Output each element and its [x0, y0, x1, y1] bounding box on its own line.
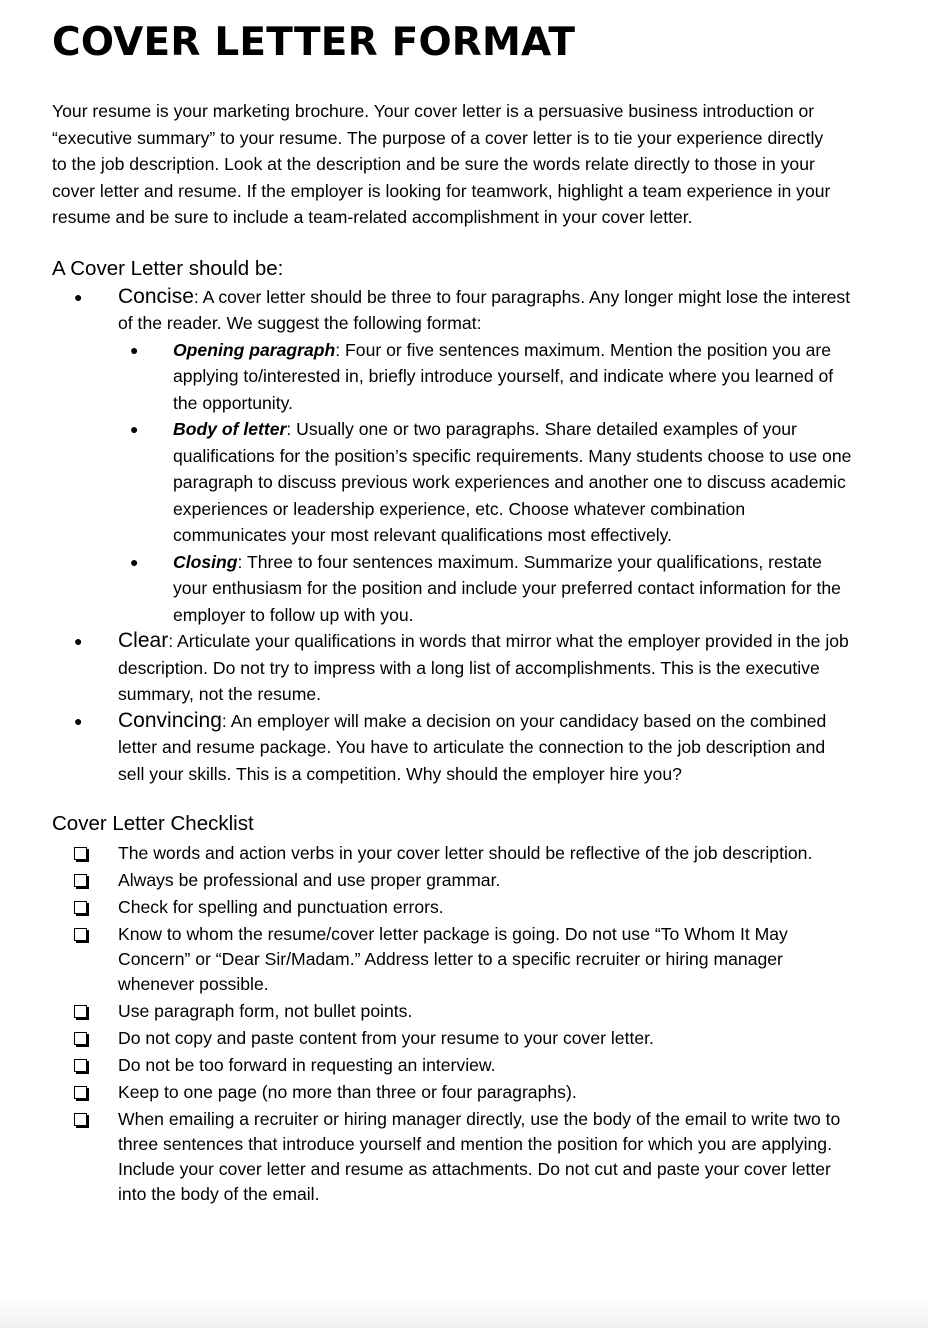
checklist-item-text: Know to whom the resume/cover letter package is going. Do not use “To Whom It May Concern” or “Dear Sir/Madam.” Address letter to a specific recruiter or hiring manager whenever possible.	[118, 924, 788, 994]
page-bottom-shadow	[0, 1298, 928, 1328]
quality-term: Concise	[118, 284, 194, 308]
checkbox-icon	[74, 1005, 87, 1018]
checkbox-icon	[74, 1086, 87, 1099]
checklist-item-text: Always be professional and use proper grammar.	[118, 870, 501, 890]
checklist-item-text: The words and action verbs in your cover letter should be reflective of the job description.	[118, 843, 813, 863]
checklist-item-text: Do not be too forward in requesting an interview.	[118, 1055, 496, 1075]
quality-term: Clear	[118, 629, 169, 652]
checklist	[52, 841, 852, 1207]
page-title: COVER LETTER FORMAT	[52, 20, 576, 65]
bullet-icon: ●	[74, 712, 83, 729]
bullet-icon: ●	[74, 633, 83, 649]
quality-item-convincing	[52, 708, 852, 788]
checklist-item-text: Keep to one page (no more than three or four paragraphs).	[118, 1082, 577, 1102]
checklist-item	[52, 1080, 852, 1105]
checklist-item	[52, 841, 852, 866]
checklist-item	[52, 895, 852, 920]
qualities-heading: A Cover Letter should be:	[52, 256, 284, 280]
bullet-icon: ●	[130, 421, 139, 437]
checkbox-icon	[74, 1032, 87, 1045]
checklist-item	[52, 1026, 852, 1051]
qualities-list	[52, 284, 852, 788]
checkbox-icon	[74, 928, 87, 941]
bullet-icon: ●	[74, 288, 83, 305]
checklist-item	[52, 1107, 852, 1207]
format-term: Closing	[173, 551, 238, 572]
checkbox-icon	[74, 847, 87, 860]
checklist-heading: Cover Letter Checklist	[52, 812, 254, 835]
checklist-item	[52, 922, 852, 997]
quality-item-clear	[52, 628, 852, 708]
format-text: : Three to four sentences maximum. Summarize your qualifications, restate your enthusiasm for the position and include your preferred contact information for the employer to follow up with you.	[173, 551, 841, 625]
format-text: : Usually one or two paragraphs. Share detailed examples of your qualifications for the position’s specific requirements. Many students choose to use one paragraph to discuss previous work experiences and another one to discuss academic experiences or leadership experience, etc. Choose whatever combination communicates your most relevant qualifications most effectively.	[173, 419, 852, 545]
checklist-item-text: Do not copy and paste content from your resume to your cover letter.	[118, 1028, 654, 1048]
checkbox-icon	[74, 901, 87, 914]
bullet-icon: ●	[130, 553, 139, 570]
quality-text: : An employer will make a decision on your candidacy based on the combined letter and resume package. You have to articulate the connection to the job description and sell your skills. This is a competition. Why should the employer hire you?	[118, 710, 827, 784]
format-item-opening	[118, 337, 852, 417]
checklist-item	[52, 1053, 852, 1078]
intro-paragraph: Your resume is your marketing brochure. Your cover letter is a persuasive business introduction or “executive summary” to your resume. The purpose of a cover letter is to tie your experience directly to the job description. Look at the description and be sure the words relate directly to those in your cover letter and resume. If the employer is looking for teamwork, highlight a team experience in your resume and be sure to include a team-related accomplishment in your cover letter.	[52, 101, 831, 227]
quality-term: Convincing	[118, 708, 222, 732]
checklist-item-text: When emailing a recruiter or hiring manager directly, use the body of the email to write two to three sentences that introduce yourself and mention the position for which you are applying. Include your cover letter and resume as attachments. Do not cut and paste your cover letter into the body of the email.	[118, 1109, 841, 1204]
format-sublist	[118, 337, 852, 629]
checkbox-icon	[74, 1113, 87, 1126]
format-text: : Four or five sentences maximum. Mention the position you are applying to/interested in, briefly introduce yourself, and indicate where you learned of the opportunity.	[173, 339, 834, 413]
checkbox-icon	[74, 874, 87, 887]
bullet-icon: ●	[130, 341, 139, 358]
checklist-item	[52, 999, 852, 1024]
format-item-closing	[118, 549, 852, 629]
quality-text: : Articulate your qualifications in words that mirror what the employer provided in the job description. Do not try to impress with a long list of accomplishments. This is the executive summary, not the resume.	[118, 631, 849, 704]
format-term: Opening paragraph	[173, 339, 336, 360]
checkbox-icon	[74, 1059, 87, 1072]
checklist-item	[52, 868, 852, 893]
quality-text: : A cover letter should be three to four paragraphs. Any longer might lose the interest of the reader. We suggest the following format:	[118, 286, 851, 333]
quality-item-concise	[52, 284, 852, 629]
checklist-item-text: Check for spelling and punctuation errors.	[118, 897, 444, 917]
format-item-body	[118, 416, 852, 549]
document-page	[52, 18, 852, 1209]
checklist-item-text: Use paragraph form, not bullet points.	[118, 1001, 413, 1021]
format-term: Body of letter	[173, 419, 287, 439]
